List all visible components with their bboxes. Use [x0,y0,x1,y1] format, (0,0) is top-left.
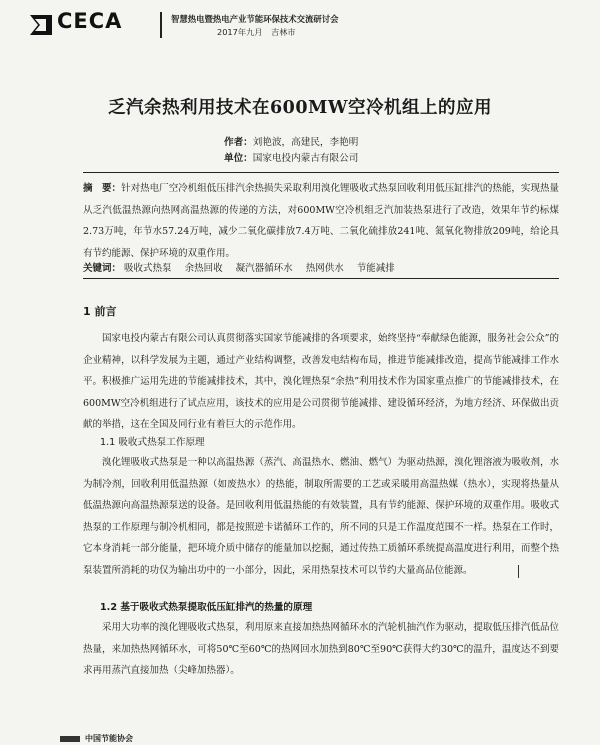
section-1-2-paragraph: 采用大功率的溴化锂吸收式热泵，利用原来直接加热热网循环水的汽轮机抽汽作为驱动，提取低压排汽低品位热量，来加热热网循环水，可将50℃至60℃的热网回水加热到80℃至90℃获得大约30℃的温升，温度达不到要求再用蒸汽直接加热（尖峰加热器）。 [83,622,559,676]
unit-label: 单位： [224,153,253,164]
conference-date: 2017年九月 [217,27,263,37]
section-heading-1-2: 1.2 基于吸收式热泵提取低压缸排汽的热量的原理 [100,602,313,613]
unit-line [224,150,358,164]
logo-text: CECA [57,9,123,33]
abstract-label: 摘 要： [83,183,122,194]
header-divider [160,12,162,38]
abstract-text: 针对热电厂空冷机组低压排汽余热损失采取利用溴化锂吸收式热泵回收利用低压缸排汽的热能，实现热量从乏汽低温热源向热网高温热源的传递的方法，对600MW空冷机组乏汽加装热泵进行了改造，效果年节约标煤2.73万吨，年节水57.24万吨，减少二氧化碳排放7.4万吨、二氧化硫排放241吨、氮氧化物排放209吨，给论具有节约能源、保护环境的双重作用。 [83,183,559,259]
abstract [83,178,559,264]
keyword: 节能减排 [356,263,395,274]
footer-logo-icon [60,736,80,742]
authors-label: 作者： [224,137,253,148]
footer-text: 中国节能协会 [85,734,133,743]
keywords-line [83,260,405,274]
paper-title: 乏汽余热利用技术在600MW空冷机组上的应用 [107,98,493,118]
keyword: 余热回收 [184,263,223,274]
unit: 国家电投内蒙古有限公司 [252,153,359,164]
authors: 刘艳波，高建民，李艳明 [252,137,359,148]
abstract-bottom-rule [83,278,559,279]
keyword: 热网供水 [305,263,344,274]
keywords-label: 关键词： [83,263,122,274]
keyword: 凝汽器循环水 [235,263,293,274]
keyword: 吸收式热泵 [124,263,172,274]
abstract-top-rule [83,172,559,173]
scan-mark [518,565,519,578]
conference-header [30,8,570,42]
conference-place: 吉林市 [271,27,296,37]
section-heading-1-1: 1.1 吸收式热泵工作原理 [100,437,205,448]
conference-title: 智慧热电暨热电产业节能环保技术交流研讨会 [171,14,339,24]
section-1-1-paragraph: 溴化锂吸收式热泵是一种以高温热源（蒸汽、高温热水、燃油、燃气）为驱动热源，溴化锂溶液为吸收剂，水为制冷剂，回收利用低温热源（如废热水）的热能，制取所需要的工艺或采暖用高温热媒（热水），实现将热量从低温热源向高温热源泵送的设备。是回收利用低温热能的有效装置，具有节约能源、保护环境的双重作用。吸收式热泵的工作原理与制冷机相同，都是按照逆卡诺循环工作的，所不同的只是工作温度范围不一样。热泵在工作时，它本身消耗一部分能量，把环境介质中储存的能量加以挖掘，通过传热工质循环系统提高温度进行利用，而整个热泵装置所消耗的功仅为输出功中的一小部分，因此，采用热泵技术可以节约大量高品位能源。 [83,457,559,576]
section-heading-1: 1 前言 [83,305,117,318]
footer [60,733,133,744]
section-1-paragraph: 国家电投内蒙古有限公司认真贯彻落实国家节能减排的各项要求，始终坚持“奉献绿色能源，服务社会公众”的企业精神，以科学发展为主题，通过产业结构调整，改善发电结构布局，推进节能减排改造，提高节能减排工作水平。积极推广运用先进的节能减排技术，其中，溴化锂热泵“余热”利用技术作为国家重点推广的节能减排技术，在600MW空冷机组进行了试点应用，该技术的应用是公司贯彻节能减排、建设循环经济，为地方经济、环保做出贡献的举措，这在全国及同行业有着巨大的示范作用。 [83,333,559,430]
ceca-logo-icon [30,13,52,37]
authors-line [224,134,358,148]
